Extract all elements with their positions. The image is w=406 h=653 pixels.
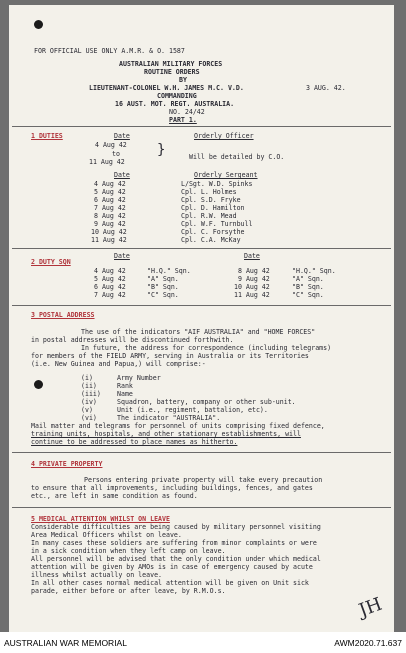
postal-item-num: (vi)	[81, 414, 97, 422]
duty-sqn-squadron: "B" Sqn.	[292, 283, 324, 291]
sergeant-name: Cpl. R.W. Mead	[181, 212, 237, 220]
postal-tail-line: Mail matter and telegrams for personnel of units comprising fixed defence,	[31, 422, 325, 430]
postal-item-num: (i)	[81, 374, 93, 382]
duty-sqn-heading: 2 DUTY SQN	[31, 258, 71, 266]
punch-hole-bottom	[34, 380, 43, 389]
title-line-2: ROUTINE ORDERS	[144, 68, 200, 76]
medical-line: In all other cases normal medical attention will be given on Unit sick	[31, 579, 309, 587]
sergeant-name: Cpl. C.A. McKay	[181, 236, 241, 244]
sergeant-date: 10 Aug 42	[91, 228, 127, 236]
private-property-line: Persons entering private property will take every precaution	[84, 476, 323, 484]
duty-sqn-date: 4 Aug 42	[94, 267, 126, 275]
duty-sqn-date-col-left: Date	[114, 252, 130, 260]
postal-line: In future, the address for correspondence (including telegrams)	[81, 344, 332, 352]
postal-tail-line: training units, hospitals, and other stationary establishments, will	[31, 430, 301, 438]
medical-line: in a sick condition when they left camp on leave.	[31, 547, 226, 555]
postal-item-text: The indicator "AUSTRALIA".	[117, 414, 221, 422]
sergeant-name: Cpl. D. Hamilton	[181, 204, 245, 212]
officer-period-start: 4 Aug 42	[95, 141, 127, 149]
sergeant-name: L/Sgt. W.D. Spinks	[181, 180, 253, 188]
divider	[12, 452, 391, 453]
title-line-4: LIEUTENANT-COLONEL W.H. JAMES M.C. V.D.	[89, 84, 244, 92]
postal-item-text: Name	[117, 390, 133, 398]
duty-sqn-date: 7 Aug 42	[94, 291, 126, 299]
medical-line: All personnel will be advised that the only condition under which medical	[31, 555, 321, 563]
title-line-3: BY	[179, 76, 187, 84]
order-number: NO. 24/42	[169, 108, 205, 116]
duty-sqn-date: 9 Aug 42	[238, 275, 270, 283]
postal-item-text: Squadron, battery, company or other sub-unit.	[117, 398, 296, 406]
duty-sqn-date: 5 Aug 42	[94, 275, 126, 283]
medical-line: parade, either before or after leave, by R.M.O.s.	[31, 587, 226, 595]
sergeant-date: 4 Aug 42	[94, 180, 126, 188]
divider	[12, 305, 391, 306]
private-property-heading: 4 PRIVATE PROPERTY	[31, 460, 103, 468]
brace: }	[157, 142, 166, 158]
handwritten-initials: JH	[356, 593, 385, 622]
title-line-1: AUSTRALIAN MILITARY FORCES	[119, 60, 223, 68]
duty-sqn-squadron: "A" Sqn.	[292, 275, 324, 283]
title-line-5: COMMANDING	[157, 92, 197, 100]
title-line-6: 16 AUST. MOT. REGT. AUSTRALIA.	[115, 100, 235, 108]
postal-line: in postal addresses will be discontinued forthwith.	[31, 336, 234, 344]
punch-hole-top	[34, 20, 43, 29]
medical-line: In many cases these soldiers are suffering from minor complaints or were	[31, 539, 317, 547]
sergeant-date: 6 Aug 42	[94, 196, 126, 204]
orderly-officer-col: Orderly Officer	[194, 132, 254, 140]
duty-sqn-squadron: "H.Q." Sqn.	[147, 267, 191, 275]
sergeant-name: Cpl. W.F. Turnbull	[181, 220, 253, 228]
postal-item-num: (ii)	[81, 382, 97, 390]
postal-line: (i.e. New Guinea and Papua,) will comprise:-	[31, 360, 206, 368]
duty-sqn-date: 6 Aug 42	[94, 283, 126, 291]
medical-line: illness whilst actually on leave.	[31, 571, 163, 579]
archive-footer	[0, 632, 406, 653]
duty-sqn-squadron: "H.Q." Sqn.	[292, 267, 336, 275]
postal-tail-line: continue to be addressed to place names as hitherto.	[31, 438, 238, 446]
private-property-line: etc., are left in same condition as found.	[31, 492, 198, 500]
postal-line: for members of the FIELD ARMY, serving in Australia or its Territories	[31, 352, 309, 360]
duty-sqn-date: 10 Aug 42	[234, 283, 270, 291]
postal-item-num: (v)	[81, 406, 93, 414]
divider	[12, 126, 391, 127]
officer-note: Will be detailed by C.O.	[189, 153, 285, 161]
sergeant-date: 11 Aug 42	[91, 236, 127, 244]
duty-sqn-squadron: "B" Sqn.	[147, 283, 179, 291]
medical-line: Considerable difficulties are being caused by military personnel visiting	[31, 523, 321, 531]
medical-line: Area Medical Officers whilst on leave.	[31, 531, 182, 539]
duty-sqn-squadron: "A" Sqn.	[147, 275, 179, 283]
duties-heading: 1 DUTIES	[31, 132, 63, 140]
postal-item-num: (iv)	[81, 398, 97, 406]
medical-line: attention will be given by AMOs is in case of emergency caused by acute	[31, 563, 313, 571]
officer-period-to: to	[112, 150, 120, 158]
duties-date-col: Date	[114, 132, 130, 140]
orderly-sergeant-col: Orderly Sergeant	[194, 171, 258, 179]
sergeant-name: Cpl. C. Forsythe	[181, 228, 245, 236]
sergeant-date: 7 Aug 42	[94, 204, 126, 212]
official-use-line: FOR OFFICIAL USE ONLY A.M.R. & O. 1587	[34, 47, 185, 55]
footer-accession: AWM2020.71.637	[334, 638, 402, 648]
postal-item-text: Rank	[117, 382, 133, 390]
sergeant-name: Cpl. S.D. Fryke	[181, 196, 241, 204]
order-date: 3 AUG. 42.	[306, 84, 346, 92]
postal-item-num: (iii)	[81, 390, 101, 398]
duty-sqn-squadron: "C" Sqn.	[292, 291, 324, 299]
medical-heading: 5 MEDICAL ATTENTION WHILST ON LEAVE	[31, 515, 170, 523]
sergeant-date-col: Date	[114, 171, 130, 179]
divider	[12, 248, 391, 249]
postal-heading: 3 POSTAL ADDRESS	[31, 311, 95, 319]
duty-sqn-date: 8 Aug 42	[238, 267, 270, 275]
divider	[12, 507, 391, 508]
sergeant-date: 5 Aug 42	[94, 188, 126, 196]
postal-item-text: Unit (i.e., regiment, battalion, etc).	[117, 406, 268, 414]
duty-sqn-date: 11 Aug 42	[234, 291, 270, 299]
officer-period-end: 11 Aug 42	[89, 158, 125, 166]
sergeant-name: Cpl. L. Holmes	[181, 188, 237, 196]
footer-institution: AUSTRALIAN WAR MEMORIAL	[4, 638, 127, 648]
duty-sqn-squadron: "C" Sqn.	[147, 291, 179, 299]
sergeant-date: 9 Aug 42	[94, 220, 126, 228]
document-page	[9, 5, 394, 632]
part-number: PART 1.	[169, 116, 197, 124]
postal-line: The use of the indicators "AIF AUSTRALIA" and "HOME FORCES"	[81, 328, 316, 336]
duty-sqn-date-col-right: Date	[244, 252, 260, 260]
postal-item-text: Army Number	[117, 374, 161, 382]
private-property-line: to ensure that all improvements, including buildings, fences, and gates	[31, 484, 313, 492]
sergeant-date: 8 Aug 42	[94, 212, 126, 220]
